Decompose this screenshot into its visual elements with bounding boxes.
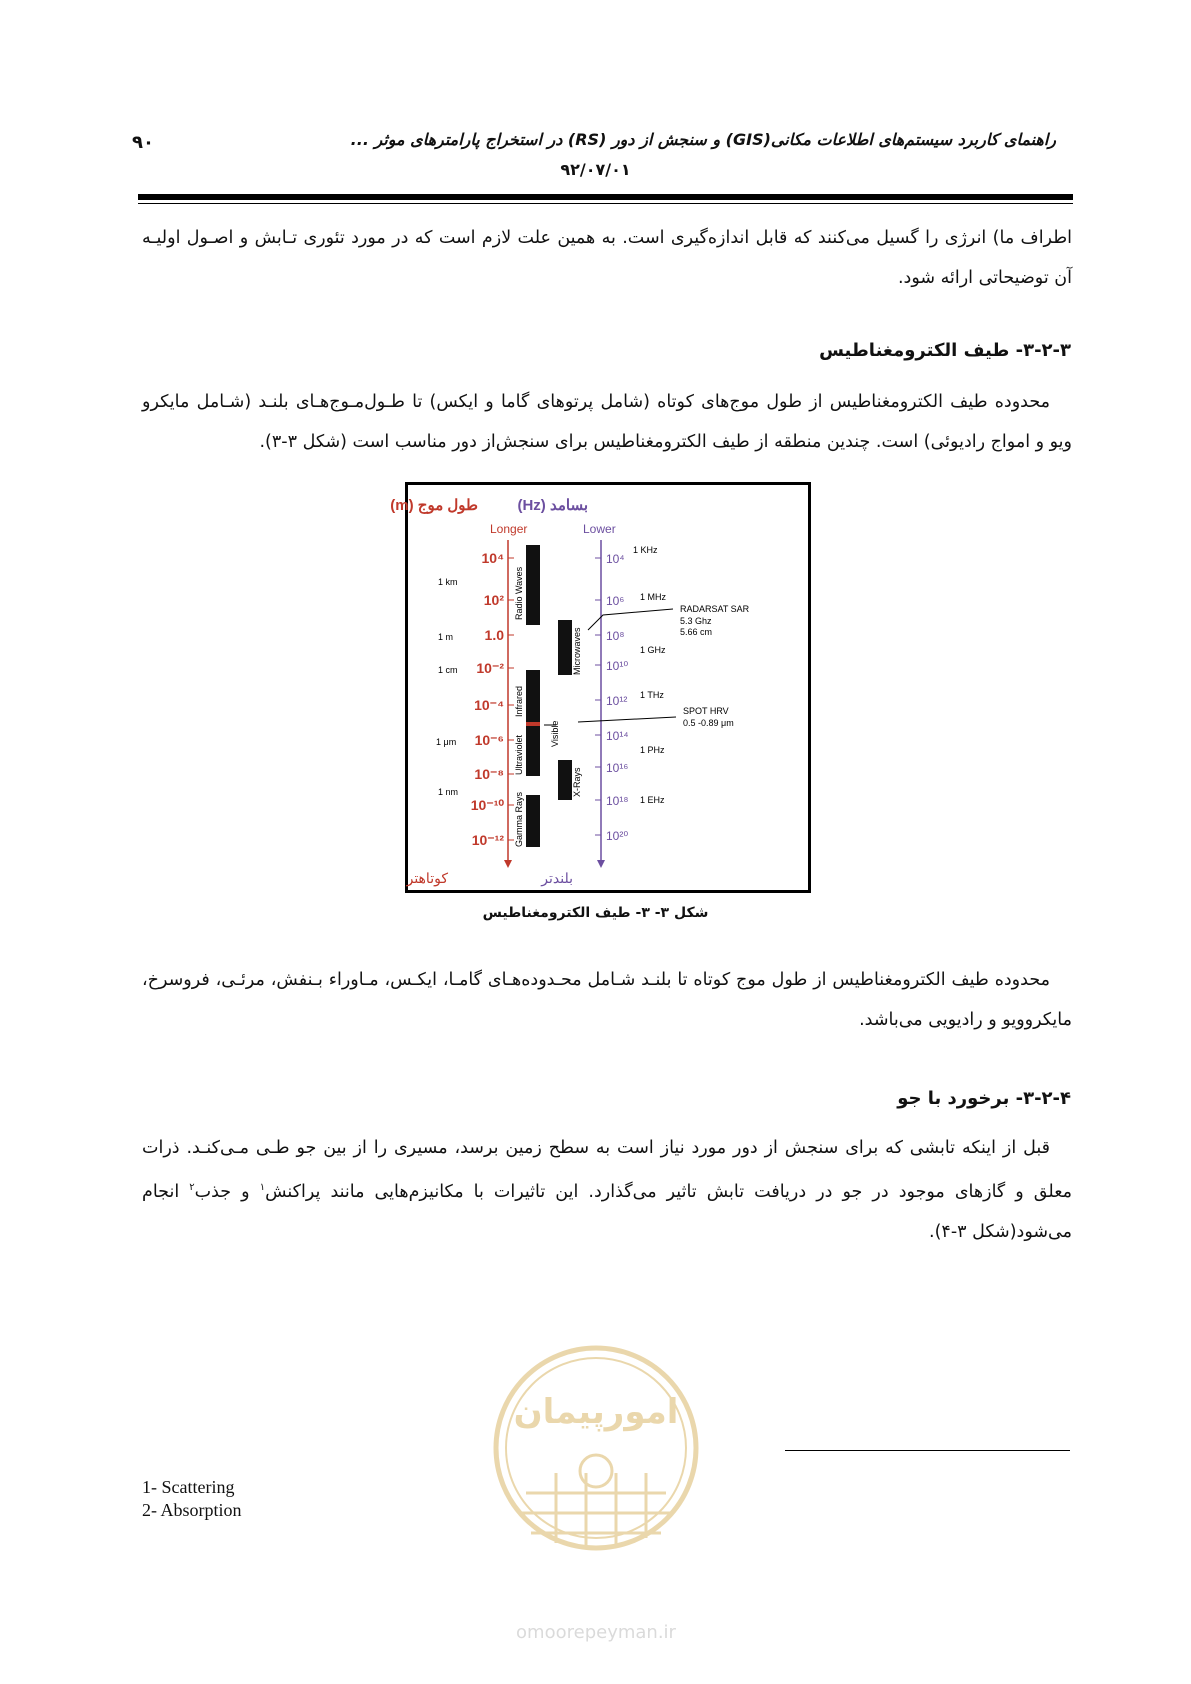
band-bar-visible [526,722,540,726]
running-date: ۹۲/۰۷/۰۱ [560,160,631,179]
watermark-inner-ring [506,1358,686,1538]
footnote-1: 1- Scattering [142,1477,235,1497]
band-label-xrays: X-Rays [572,767,582,797]
paragraph-atmosphere-text-1: قبل از اینکه تابشی که برای سنجش از دور مورد نیاز است به سطح زمین برسد، مسیری را از بین جو طـی مـی‌کنـد. ذرات معلق و گازهای موجود در جو در دریافت تابش تاثیر می‌گذارد. این تاثیرات با مکانیزم‌هایی مانند پراکنش [142,1138,1073,1202]
band-bar-gamma [526,795,540,847]
watermark-logo-text: امورپیمان [513,1392,679,1432]
watermark-logo [486,1343,706,1653]
lower-label: Lower [583,522,616,536]
wl-ref-1nm: 1 nm [438,787,459,797]
radarsat-freq: 5.3 Ghz [680,616,712,626]
paragraph-em-range-text: محدوده طیف الکترومغناطیس از طول موج کوتاه تا بلنـد شـامل محـدوده‌هـای گامـا، ایکـس، مـاوراء بـنفش، مرئـی، فروسرخ، مایکروویو و رادیویی می‌باشد. [142,970,1072,1030]
footnote-rule [785,1450,1070,1451]
watermark-site-text: omoorepeyman.ir [516,1622,676,1643]
radarsat-title: RADARSAT SAR [680,604,750,614]
freq-ref-1ehz: 1 EHz [640,795,665,805]
watermark-ring [496,1348,696,1548]
spot-range: 0.5 -0.89 μm [683,718,734,728]
radarsat-wavelength: 5.66 cm [680,627,713,637]
band-label-gamma: Gamma Rays [514,791,524,847]
wl-tick-label: 10² [483,592,504,608]
section-heading-atmosphere: ۳-۲-۴- برخورد با جو [897,1088,1071,1109]
band-bar-radio [526,545,540,625]
paragraph-atmosphere [142,1128,1072,1252]
wl-tick-label: 10⁴ [481,550,504,566]
wl-tick-label: 10⁻⁸ [474,766,504,782]
band-label-radio: Radio Waves [514,566,524,620]
band-bar-ultraviolet [526,726,540,776]
wl-tick-label: 10⁻¹⁰ [470,797,504,813]
footnote-2: 2- Absorption [142,1500,242,1520]
band-bar-microwave [558,620,572,675]
spot-leader-line [578,717,676,722]
wl-tick-label: 10⁻¹² [471,832,504,848]
wl-tick-label: 10⁻² [476,660,504,676]
freq-tick-label: 10¹⁰ [606,659,629,673]
wl-ref-1km: 1 km [438,577,458,587]
em-spectrum-figure [390,482,811,893]
page-number: ۹۰ [132,132,154,153]
watermark-emblem [580,1455,612,1487]
wl-ref-1um: 1 μm [436,737,457,747]
longer-label: Longer [490,522,528,536]
header-rule-thick [138,194,1073,200]
freq-ref-1mhz: 1 MHz [640,592,667,602]
paragraph-atmosphere-text-2: و جذب [194,1181,260,1202]
wl-ref-1cm: 1 cm [438,665,458,675]
paragraph-atmosphere-text-3: انجام می‌شود(شکل ۳-۴). [142,1181,1072,1242]
wl-ref-1m: 1 m [438,632,454,642]
wl-tick-label: 10⁻⁶ [474,732,504,748]
freq-ref-1khz: 1 KHz [633,545,658,555]
freq-tick-label: 10¹⁴ [606,729,629,743]
shorter-label: کوتاهتر [406,870,448,886]
freq-ref-1thz: 1 THz [640,690,664,700]
freq-tick-label: 10¹² [606,694,628,708]
higher-label: بلندتر [541,870,573,886]
wl-tick-label: 10⁻⁴ [474,697,504,713]
watermark-grid [521,1473,671,1548]
paragraph-intro: اطراف ما) انرژی را گسیل می‌کنند که قابل اندازه‌گیری است. به همین علت لازم است که در مورد تئوری تـابش و اصـول اولیـه آن توضیحاتی ارائه شود. [142,228,1072,288]
frequency-axis-arrow [597,860,605,868]
frequency-axis-title: بسامد (Hz) [517,497,588,514]
freq-tick-label: 10¹⁶ [606,761,629,775]
paragraph-em-spectrum [142,382,1072,462]
freq-tick-label: 10⁶ [606,594,625,608]
freq-ref-1phz: 1 PHz [640,745,665,755]
wavelength-axis-title: طول موج (m) [390,497,478,514]
paragraph-em-spectrum-text: محدوده طیف الکترومغناطیس از طول موج‌های کوتاه (شامل پرتوهای گاما و ایکس) تا طـول‌مـوج‌هـای بلنـد (شـامل مایکرو ویو و امواج رادیوئی) است. چندین منطقه از طیف الکترومغناطیس برای سنجش‌از دور مناسب است (شکل ۳-۳). [142,392,1072,452]
paragraph-em-range [142,960,1072,1040]
band-label-infrared: Infrared [514,685,524,717]
band-bar-infrared [526,670,540,722]
band-bar-xrays [558,760,572,800]
freq-ref-1ghz: 1 GHz [640,645,666,655]
footnote-ref-1: ۱ [259,1182,266,1193]
freq-tick-label: 10¹⁸ [606,794,629,808]
figure-caption: شکل ۳- ۳- طیف الکترومغناطیس [482,905,709,921]
section-heading-em-spectrum: ۳-۲-۳- طیف الکترومغناطیس [819,340,1071,361]
freq-tick-label: 10⁸ [606,629,625,643]
wavelength-axis-arrow [504,860,512,868]
wl-tick-label: 1.0 [484,627,504,643]
header-rule-thin [138,203,1073,204]
freq-tick-label: 10²⁰ [606,829,629,843]
band-label-ultraviolet: Ultraviolet [514,734,524,775]
footnote-ref-2: ۲ [189,1182,195,1193]
freq-tick-label: 10⁴ [606,552,625,566]
band-label-microwave: Microwaves [572,627,582,675]
band-label-visible: Visible [550,720,560,747]
running-title: راهنمای کاربرد سیستم‌های اطلاعات مکانی(GIS) و سنجش از دور (RS) در استخراج پارامترهای موثر ... [350,130,1056,149]
spot-title: SPOT HRV [683,706,729,716]
